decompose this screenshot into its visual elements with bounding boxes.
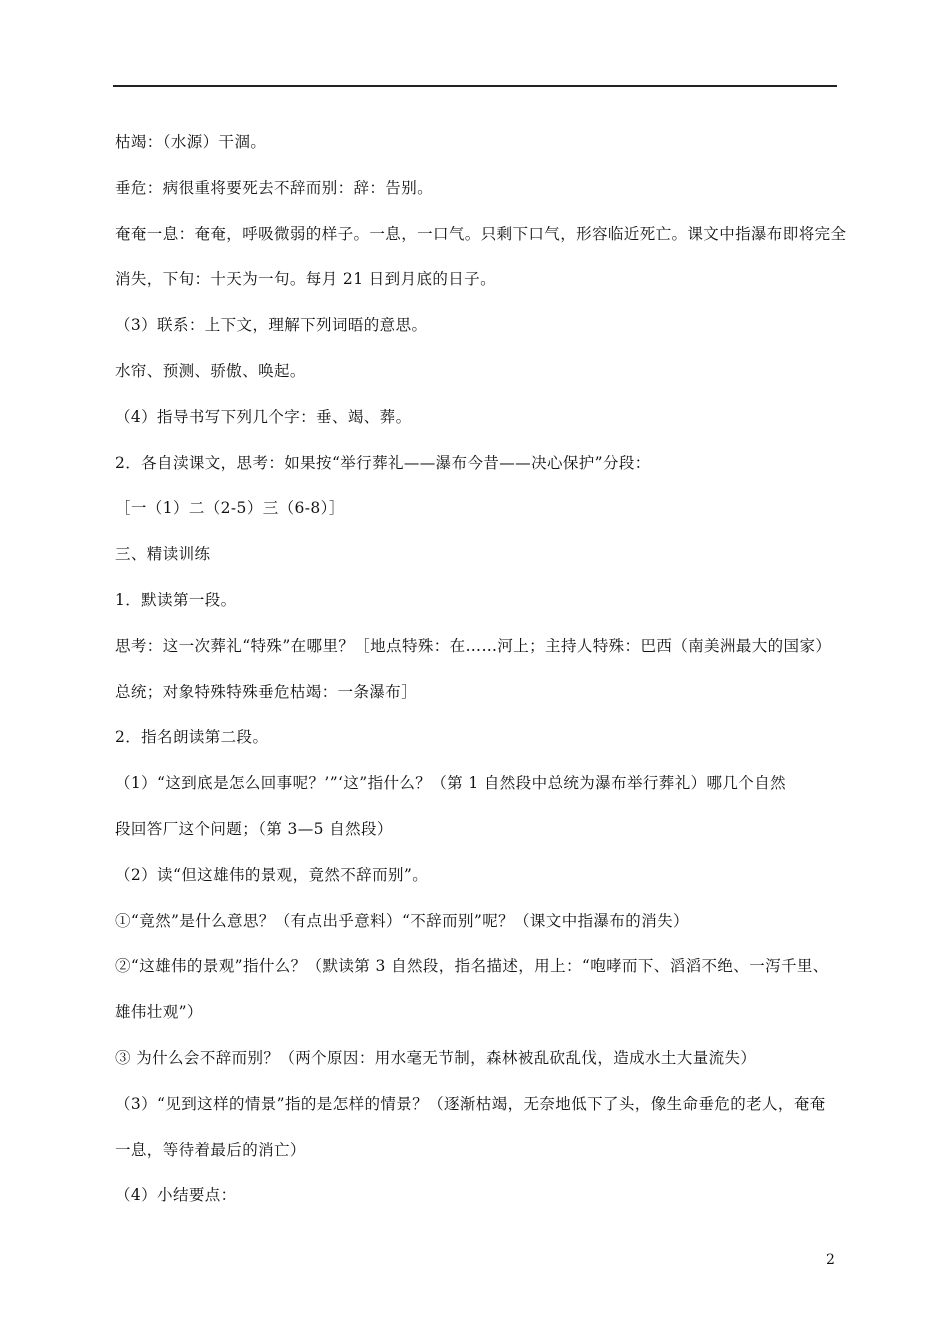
page-number: 2	[826, 1252, 835, 1268]
text-line: ［一（1）二（2-5）三（6-8）］	[115, 499, 345, 518]
text-line: 垂危：病很重将要死去不辞而别：辞：告别。	[115, 178, 434, 197]
text-line: 段回答厂这个问题；（第 3—5 自然段）	[115, 819, 393, 838]
text-line: （3）“见到这样的情景”指的是怎样的情景？（逐渐枯竭，无奈地低下了头，像生命垂危的老人，奄奄	[115, 1094, 826, 1113]
text-line: （2）读“但这雄伟的景观，竟然不辞而别”。	[115, 865, 429, 884]
text-line: ②“这雄伟的景观”指什么？（默读第 3 自然段，指名描述，用上：“咆哮而下、滔滔不绝、一泻千里、	[115, 957, 829, 976]
section-heading: 三、精读训练	[115, 545, 211, 564]
text-line: ①“竟然”是什么意思？（有点出乎意料）“不辞而别”呢？（课文中指瀑布的消失）	[115, 911, 689, 930]
text-line: （4）指导书写下列几个字：垂、竭、葬。	[115, 407, 412, 426]
text-line: 思考：这一次葬礼“特殊”在哪里？［地点特殊：在……河上；主持人特殊：巴西（南美洲最大的国家）	[115, 636, 832, 655]
text-line: （3）联系：上下文，理解下列词晤的意思。	[115, 316, 428, 335]
text-line: （4）小结要点：	[115, 1186, 237, 1205]
text-line: 消失，下旬：十天为一句。每月 21 日到月底的日子。	[115, 270, 496, 289]
text-line: 雄伟壮观”）	[115, 1003, 203, 1022]
text-line: 一息，等待着最后的消亡）	[115, 1140, 306, 1159]
text-line: 2．指名朗读第二段。	[115, 728, 269, 747]
document-body	[115, 120, 847, 1219]
text-line: （1）“这到底是怎么回事呢？’”‘这”指什么？（第 1 自然段中总统为瀑布举行葬礼）哪几个自然	[115, 774, 787, 793]
text-line: 总统；对象特殊特殊垂危枯竭：一条瀑布］	[115, 682, 418, 701]
text-line: 1．默读第一段。	[115, 590, 237, 609]
text-line: 2．各自渎课文，思考：如果按“举行葬礼——瀑布今昔——决心保护”分段：	[115, 453, 651, 472]
text-line: 奄奄一息：奄奄，呼吸微弱的样子。一息，一口气。只剩下口气，形容临近死亡。课文中指瀑布即将完全	[115, 224, 847, 243]
text-line: ③ 为什么会不辞而别？（两个原因：用水毫无节制，森林被乱砍乱伐，造成水土大量流失）	[115, 1048, 757, 1067]
header-rule	[113, 85, 837, 87]
text-line: 水帘、预测、骄傲、唤起。	[115, 361, 306, 380]
text-line: 枯竭：（水源）干涸。	[115, 133, 267, 151]
